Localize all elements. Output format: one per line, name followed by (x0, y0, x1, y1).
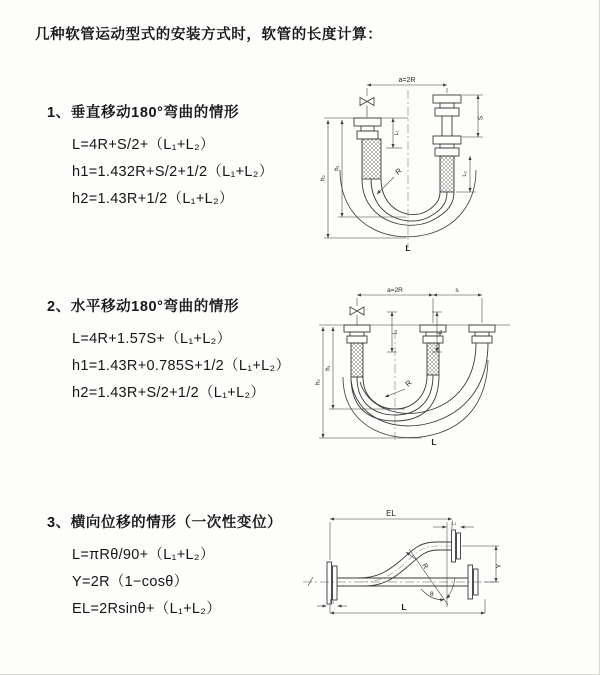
section-2-heading: 2、水平移动180°弯曲的情形 (47, 299, 240, 315)
dim-label-l2: L₂ (329, 599, 335, 605)
section-horizontal-bend (47, 295, 290, 402)
dimension-lines (319, 295, 482, 438)
dim-label-l1: L₁ (394, 130, 400, 136)
diagram-horizontal-180-bend (310, 280, 590, 470)
dim-label-h1: h₁ (334, 165, 341, 171)
formula-s2-h2: h2=1.43R+S/2+1/2（L₁+L₂） (72, 385, 266, 401)
radius-label: R (403, 378, 414, 389)
dim-label-a2r: a=2R (398, 77, 416, 84)
radius-label: R (420, 562, 429, 571)
dim-label-s: s (455, 287, 459, 294)
angle-label: θ (430, 591, 434, 598)
dim-label-y: Y (496, 563, 503, 569)
section-3-heading: 3、横向位移的情形（一次性变位） (47, 515, 283, 531)
section-lateral-displacement (47, 511, 282, 618)
valve-icon (350, 307, 364, 325)
formula-s3-el: EL=2Rsinθ+（L₁+L₂） (72, 601, 222, 617)
dim-label-h2: h₂ (315, 379, 322, 385)
dim-label-l2: L₂ (462, 171, 468, 177)
length-label: L (431, 437, 437, 447)
page-title: 几种软管运动型式的安装方式时，软管的长度计算： (35, 27, 383, 43)
dim-label-h2: h₂ (320, 175, 327, 181)
dim-label-el: EL (386, 509, 396, 518)
centerline-break-mark (308, 577, 313, 586)
formula-s1-h1: h1=1.432R+S/2+1/2（L₁+L₂） (72, 164, 274, 180)
formula-s2-h1: h1=1.43R+0.785S+1/2（L₁+L₂） (72, 358, 291, 374)
formula-s2-length: L=4R+1.57S+（L₁+L₂） (72, 331, 232, 347)
diagram-vertical-180-bend (310, 70, 590, 265)
radius-label: R (393, 166, 404, 177)
braided-hose-section (362, 139, 381, 179)
formula-s3-length: L=πRθ/90+（L₁+L₂） (72, 547, 215, 563)
braided-hose-section (440, 156, 454, 192)
dim-label-a2r: a=2R (387, 287, 403, 294)
diagram-lateral-displacement (300, 505, 600, 645)
hose-drawing (303, 522, 495, 607)
hose-drawing (319, 307, 510, 440)
dim-label-l2: L₂ (437, 329, 444, 335)
section-1-heading: 1、垂直移动180°弯曲的情形 (47, 105, 240, 121)
braided-hose-section (351, 343, 363, 377)
formula-s3-y: Y=2R（1−cosθ） (72, 574, 189, 590)
valve-icon (360, 98, 374, 118)
formula-s1-h2: h2=1.43R+1/2（L₁+L₂） (72, 191, 234, 207)
formula-s1-length: L=4R+S/2+（L₁+L₂） (72, 137, 215, 153)
dim-label-h1: h₁ (325, 365, 332, 371)
length-label: L (405, 243, 411, 253)
section-vertical-bend (47, 101, 274, 208)
dim-label-l1: L₁ (392, 329, 399, 335)
dim-label-l1: L₁ (451, 520, 457, 527)
length-label: L (401, 602, 407, 612)
dim-label-s: S (477, 115, 485, 121)
